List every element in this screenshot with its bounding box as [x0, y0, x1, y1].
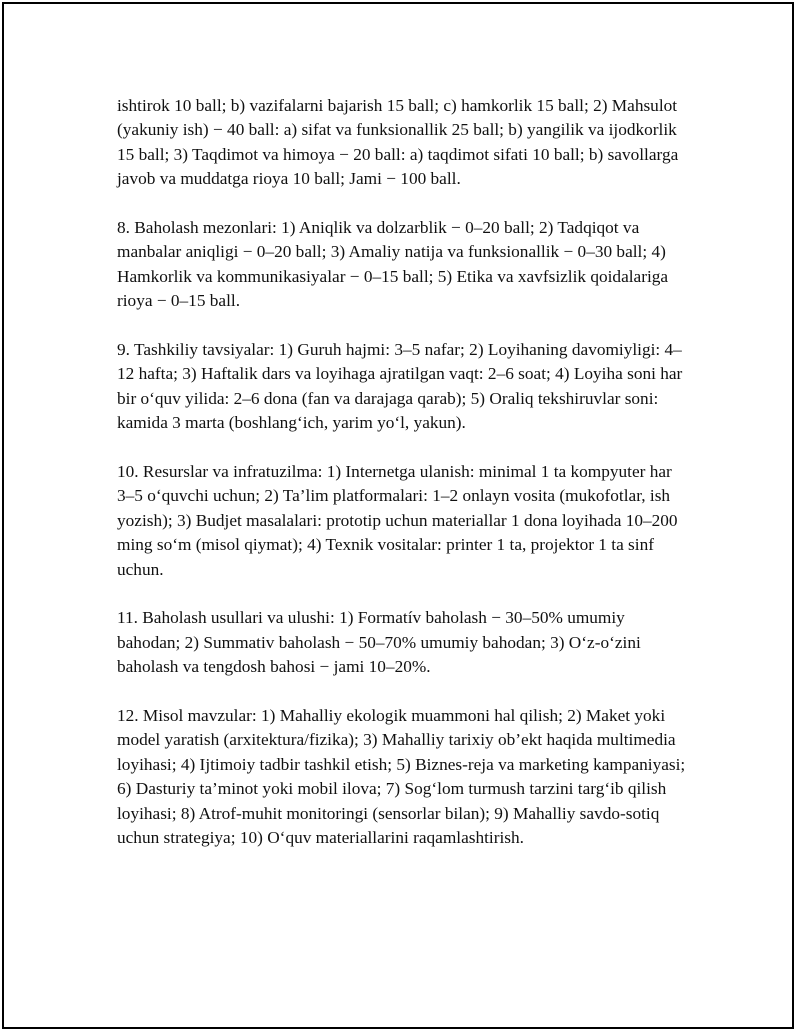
paragraph-assessment-methods: 11. Baholash usullari va ulushi: 1) Formatív baholash − 30–50% umumiy bahodan; 2) Summativ baholash − 50–70% umumiy bahodan; 3) O‘z-o‘zini baholash va tengdosh bahosi − jami 10–20%. — [117, 608, 641, 677]
paragraph-example-topics: 12. Misol mavzular: 1) Mahalliy ekologik muammoni hal qilish; 2) Maket yoki model yaratish (arxitektura/fizika); 3) Mahalliy tarixiy ob’ekt haqida multimedia loyihasi; 4) Ijtimoiy tadbir tashkil etish; 5) Biznes-reja va marketing kampaniyasi; 6) Dasturiy ta’minot yoki mobil ilova; 7) Sog‘lom turmush tarzini targ‘ib qilish loyihasi; 8) Atrof-muhit monitoringi (sensorlar bilan); 9) Mahalliy savdo-sotiq uchun strategiya; 10) O‘quv materiallarini raqamlashtirish. — [117, 706, 686, 848]
paragraph-resources-infrastructure: 10. Resurslar va infratuzilma: 1) Internetga ulanish: minimal 1 ta kompyuter har 3–5 o‘quvchi uchun; 2) Ta’lim platformalari: 1–2 onlayn vosita (mukofotlar, ish yozish); 3) Budjet masalalari: prototip uchun materiallar 1 dona loyihada 10–200 ming so‘m (misol qiymat); 4) Texnik vositalar: printer 1 ta, projektor 1 ta sinf uchun. — [117, 462, 678, 579]
paragraph-evaluation-criteria: 8. Baholash mezonlari: 1) Aniqlik va dolzarblik − 0–20 ball; 2) Tadqiqot va manbalar aniqligi − 0–20 ball; 3) Amaliy natija va funksionallik − 0–30 ball; 4) Hamkorlik va kommunikasiyalar − 0–15 ball; 5) Etika va xavfsizlik qoidalariga rioya − 0–15 ball. — [117, 218, 669, 311]
paragraph-scoring-continued: ishtirok 10 ball; b) vazifalarni bajarish 15 ball; c) hamkorlik 15 ball; 2) Mahsulot (yakuniy ish) − 40 ball: a) sifat va funksionallik 25 ball; b) yangilik va ijodkorlik 15 ball; 3) Taqdimot va himoya − 20 ball: a) taqdimot sifati 10 ball; b) savollarga javob va muddatga rioya 10 ball; Jami − 100 ball. — [117, 96, 679, 189]
document-body — [117, 94, 689, 875]
paragraph-organizational-recommendations: 9. Tashkiliy tavsiyalar: 1) Guruh hajmi: 3–5 nafar; 2) Loyihaning davomiyligi: 4–12 hafta; 3) Haftalik dars va loyihaga ajratilgan vaqt: 2–6 soat; 4) Loyiha soni har bir o‘quv yilida: 2–6 dona (fan va darajaga qarab); 5) Oraliq tekshiruvlar soni: kamida 3 marta (boshlang‘ich, yarim yo‘l, yakun). — [117, 340, 683, 433]
